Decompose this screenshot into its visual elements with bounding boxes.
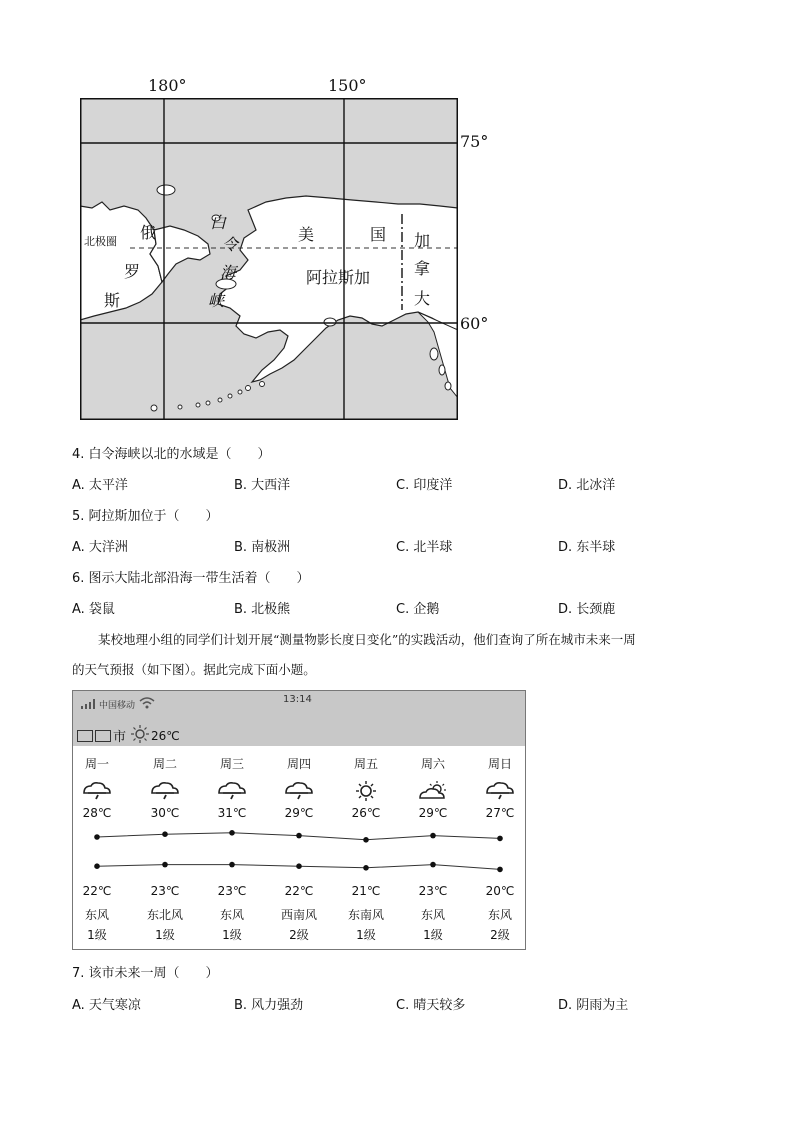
low-temp: 23℃ (418, 884, 448, 898)
bering-label-2: 令 (222, 235, 239, 254)
lon-label-150: 150° (328, 76, 367, 95)
rain-icon (284, 780, 314, 806)
forecast-day: 周四 (286, 757, 311, 771)
current-temp: 26℃ (151, 729, 180, 743)
high-temp: 31℃ (217, 806, 247, 820)
russia-label-1: 俄 (140, 223, 157, 242)
high-temp-point (363, 837, 369, 843)
rain-icon (485, 780, 515, 806)
low-temp: 23℃ (217, 884, 247, 898)
russia-label-2: 罗 (124, 262, 141, 281)
lat-label-60: 60° (460, 314, 489, 333)
question-6-option-d[interactable]: D. 长颈鹿 (558, 602, 616, 617)
forecast-day: 周五 (353, 757, 378, 771)
low-temp-point (94, 863, 100, 869)
low-temp-point (162, 862, 168, 868)
wind-direction: 东风 (420, 908, 445, 922)
question-4-option-b[interactable]: B. 大西洋 (234, 478, 291, 493)
question-5-option-c[interactable]: C. 北半球 (396, 540, 453, 555)
forecast-day: 周一 (84, 757, 109, 771)
wind-level: 1级 (222, 928, 242, 942)
wifi-icon (139, 697, 155, 709)
weather-forecast-figure (72, 690, 526, 950)
sun-icon (131, 725, 149, 743)
high-temp: 29℃ (418, 806, 448, 820)
question-4-option-a[interactable]: A. 太平洋 (72, 478, 128, 493)
question-6-stem: 6. 图示大陆北部沿海一带生活着（ ） (72, 571, 310, 586)
question-6-option-a[interactable]: A. 袋鼠 (72, 602, 115, 617)
low-temp: 22℃ (284, 884, 314, 898)
wind-direction: 东风 (219, 908, 244, 922)
wind-level: 1级 (356, 928, 376, 942)
city-suffix: 市 (113, 730, 127, 745)
carrier-name: 中国移动 (99, 701, 136, 711)
signal-icon (81, 699, 95, 709)
wind-direction: 西南风 (280, 908, 317, 922)
partly-cloudy-icon (418, 780, 448, 806)
canada-label-3: 大 (414, 289, 431, 308)
canada-label-1: 加 (414, 231, 431, 250)
low-temp: 22℃ (82, 884, 112, 898)
alaska-label: 阿拉斯加 (306, 268, 371, 287)
question-5-option-d[interactable]: D. 东半球 (558, 540, 616, 555)
forecast-day: 周二 (152, 757, 177, 771)
high-temp-point (162, 831, 168, 837)
high-temp-point (497, 836, 503, 842)
question-7-option-c[interactable]: C. 晴天较多 (396, 998, 466, 1013)
wind-direction: 东南风 (347, 908, 384, 922)
low-temp-point (229, 862, 235, 868)
rain-icon (150, 780, 180, 806)
question-5-option-b[interactable]: B. 南极洲 (234, 540, 291, 555)
question-7-option-d[interactable]: D. 阴雨为主 (558, 998, 629, 1013)
bering-label-1: 白 (210, 213, 227, 232)
wind-level: 1级 (423, 928, 443, 942)
city-box-2 (95, 730, 111, 742)
lat-label-75: 75° (460, 132, 489, 151)
question-4-option-d[interactable]: D. 北冰洋 (558, 478, 616, 493)
question-7-stem: 7. 该市未来一周（ ） (72, 966, 219, 981)
question-4-stem: 4. 白令海峡以北的水域是（ ） (72, 447, 271, 462)
temperature-chart (73, 823, 525, 883)
wind-direction: 东北风 (146, 908, 183, 922)
question-5-stem: 5. 阿拉斯加位于（ ） (72, 509, 219, 524)
high-temp: 28℃ (82, 806, 112, 820)
question-6-option-c[interactable]: C. 企鹅 (396, 602, 440, 617)
passage-line-1: 某校地理小组的同学们计划开展“测量物影长度日变化”的实践活动，他们查询了所在城市未来一周 (98, 632, 636, 647)
low-temp-point (296, 863, 302, 869)
city-box-1 (77, 730, 93, 742)
usa-label-2: 国 (370, 225, 387, 244)
low-temp-point (497, 867, 503, 873)
forecast-day: 周六 (420, 757, 445, 771)
bering-label-3: 海 (220, 263, 237, 282)
wind-level: 2级 (490, 928, 510, 942)
low-temp: 23℃ (150, 884, 180, 898)
arctic-circle-label: 北极圈 (84, 235, 117, 248)
wind-direction: 东风 (84, 908, 109, 922)
high-temp-point (296, 833, 302, 839)
sunny-icon (351, 780, 381, 806)
high-temp: 29℃ (284, 806, 314, 820)
high-temp-point (430, 833, 436, 839)
low-temp-point (430, 862, 436, 868)
wind-level: 1级 (155, 928, 175, 942)
rain-icon (82, 780, 112, 806)
bering-label-4: 峡 (208, 291, 225, 310)
wind-level: 2级 (289, 928, 309, 942)
forecast-day: 周三 (219, 757, 244, 771)
forecast-day: 周日 (487, 757, 512, 771)
high-temp: 26℃ (351, 806, 381, 820)
wind-direction: 东风 (487, 908, 512, 922)
question-5-option-a[interactable]: A. 大洋洲 (72, 540, 128, 555)
canada-label-2: 拿 (414, 259, 431, 278)
high-temp-point (229, 830, 235, 836)
clock-time: 13:14 (283, 694, 312, 705)
question-7-option-a[interactable]: A. 天气寒凉 (72, 998, 141, 1013)
low-temp: 21℃ (351, 884, 381, 898)
high-temp-point (94, 834, 100, 840)
wind-level: 1级 (87, 928, 107, 942)
question-7-option-b[interactable]: B. 风力强劲 (234, 998, 304, 1013)
question-6-option-b[interactable]: B. 北极熊 (234, 602, 291, 617)
low-temp: 20℃ (485, 884, 515, 898)
lon-label-180: 180° (148, 76, 187, 95)
passage-line-2: 的天气预报（如下图）。据此完成下面小题。 (72, 662, 316, 677)
usa-label-1: 美 (298, 225, 315, 244)
russia-label-3: 斯 (104, 291, 121, 310)
low-temp-point (363, 865, 369, 871)
high-temp: 30℃ (150, 806, 180, 820)
question-4-option-c[interactable]: C. 印度洋 (396, 478, 453, 493)
rain-icon (217, 780, 247, 806)
high-temp: 27℃ (485, 806, 515, 820)
